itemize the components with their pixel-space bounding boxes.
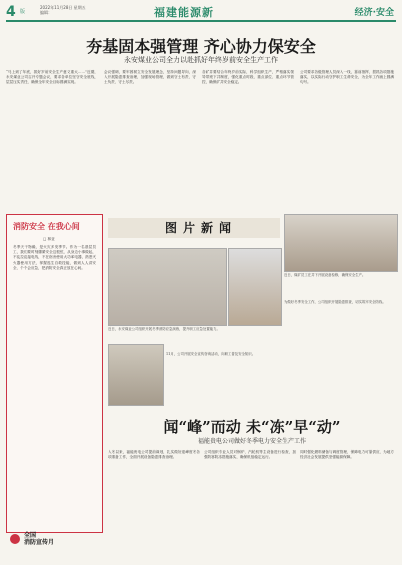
page-number: 4 — [6, 4, 16, 20]
page-header — [6, 4, 396, 22]
picture-news-title: 图片新闻 — [165, 221, 238, 235]
photo-caption-4: 11月，公司开展安全宣传咨询活动，向职工普及安全知识。 — [166, 352, 256, 356]
section-title: 经济·安全 — [354, 8, 394, 18]
main-article-col2-text: 会议强调，要牢固树立安全发展理念，坚持问题导向，深入开展隐患排查治理，加强现场管理，做到守土有责、守土负责、守土尽责。 — [104, 70, 196, 85]
bottom-headline: 闻“峰”而动 未“冻”早“动” — [163, 418, 341, 436]
photo-caption-3: 为做好冬季安全工作，公司组织开展隐患排查，切实筑牢安全防线。 — [284, 300, 386, 304]
fire-safety-logo-icon — [10, 534, 20, 544]
main-article-col3 — [202, 70, 294, 86]
main-article-col2 — [104, 70, 196, 86]
paper-name: 福建能源新 — [154, 6, 214, 19]
page-label: 版 — [20, 9, 26, 15]
news-photo-1 — [108, 248, 227, 326]
column-box-body-text: 冬季天干物燥，是火灾多发季节。作为一名基层员工，我们要时刻绷紧安全这根弦，从身边小事做起，不乱拉乱接电线，不在宿舍使用大功率电器，熟悉灭火器使用方法，掌握逃生自救技能，做到人人讲安全、个个会应急，把消防安全真正放在心间。 — [13, 245, 96, 270]
bottom-article-col2-text: 公司组织专业人员对锅炉、汽轮机等主设备进行检查，加强防寒防冻措施落实，确保机组稳定运行。 — [204, 450, 296, 460]
main-article-col1 — [6, 70, 98, 86]
news-photo-3 — [284, 214, 398, 272]
bottom-article-col3-text: 同时强化燃料储备与调度管理，保障电力可靠供应，为地方经济社会发展提供坚强能源保障。 — [300, 450, 394, 460]
main-article-col1-text: “马上到了年底，抓好岁前安全生产意义重大……”近期，永安煤业公司召开专题会议，要求各单位坚守安全底线，层层压实责任，确保全年安全目标圆满实现。 — [6, 70, 98, 85]
column-box-author: □ 林亚 — [43, 237, 55, 241]
bottom-article-col1-text: 入冬以来，福能贵电公司提前谋划，扎实做好迎峰度冬各项准备工作，全面开展设备隐患排查治理。 — [108, 450, 200, 460]
photo-caption-2: 近日，煤矿员工在井下开展设备检修，确保安全生产。 — [284, 273, 366, 277]
slogan-line2: 消防宣传月 — [24, 539, 55, 546]
bottom-article-col3 — [300, 450, 394, 460]
issue-meta — [40, 5, 86, 15]
main-subheadline: 永安煤业公司全力以赴抓好年终岁前安全生产工作 — [124, 56, 278, 64]
slogan — [24, 532, 54, 546]
bottom-subheadline: 福能贵电公司做好冬季电力安全生产工作 — [197, 438, 306, 445]
news-photo-4 — [108, 344, 164, 406]
column-box-body — [13, 245, 96, 271]
photo-caption-1: 近日，永安煤业公司组织开展冬季消防应急演练，提升职工应急处置能力。 — [108, 327, 220, 331]
slogan-line1: 全国 — [24, 532, 37, 539]
column-box-title: 消防安全 在我心间 — [13, 221, 80, 231]
issue-editor: 编辑： — [40, 10, 52, 15]
issue-date: 2022年11月28日 星期五 — [40, 5, 86, 10]
main-article-col4-text: 公司要求各级管理人员深入一线，靠前指挥，狠抓各项措施落实，以实际行动守护职工生命安全，为全年工作画上圆满句号。 — [300, 70, 394, 85]
main-headline: 夯基固本强管理 齐心协力保安全 — [86, 37, 316, 56]
main-article-col3-text: 各矿井要结合年终岁前实际，科学组织生产，严格落实领导带班下井制度，强化重点时段、重点部位、重点环节管控，确保矿井安全稳定。 — [202, 70, 294, 85]
main-article-col4 — [300, 70, 394, 86]
bottom-article-col1 — [108, 450, 200, 460]
news-photo-2 — [228, 248, 282, 326]
bottom-article-col2 — [204, 450, 296, 460]
column-box — [6, 214, 103, 533]
